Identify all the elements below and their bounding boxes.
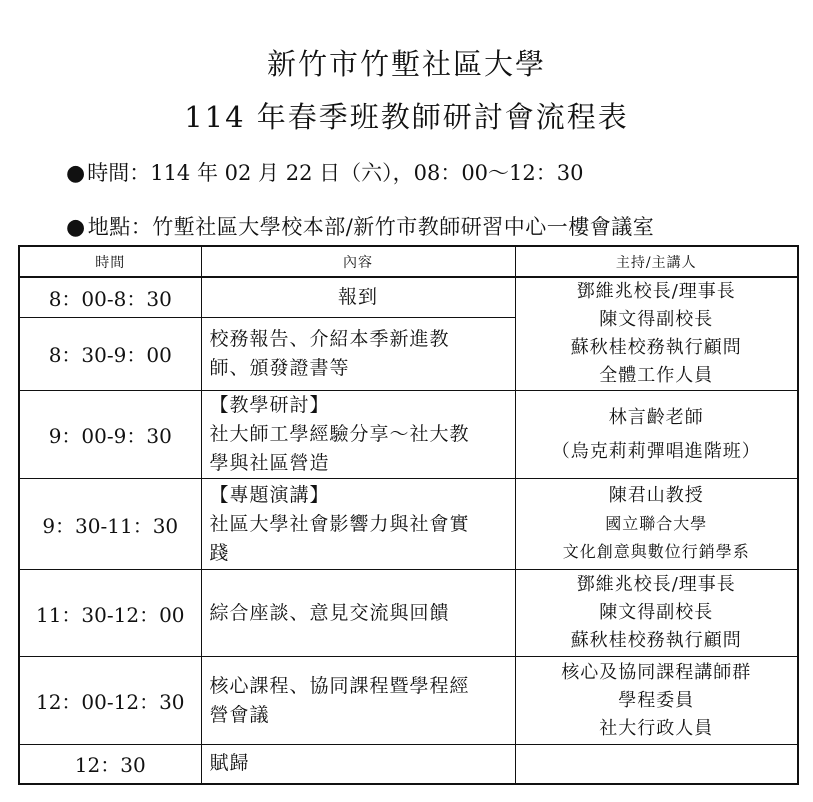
host-line: 鄧維兆校長/理事長 <box>576 574 736 595</box>
row-time: 11：30-12：00 <box>19 570 201 657</box>
row-host <box>515 657 798 745</box>
row-time: 9：30-11：30 <box>19 479 201 570</box>
row-time: 8：00-8：30 <box>19 277 201 317</box>
table-row <box>19 479 798 570</box>
schedule-table <box>18 245 799 785</box>
row-host <box>515 570 798 657</box>
host-line: （烏克莉莉彈唱進階班） <box>551 440 761 462</box>
row-time: 12：30 <box>19 745 201 784</box>
content-line: 踐 <box>209 541 230 564</box>
content-line: 社大師工學經驗分享～社大教 <box>209 423 470 445</box>
row-content <box>201 745 515 784</box>
header-host: 主持/主講人 <box>515 246 798 277</box>
row-content <box>201 657 515 745</box>
row-content <box>201 479 515 570</box>
document-title: 新竹市竹塹社區大學 <box>266 47 546 81</box>
host-line: 學程委員 <box>618 689 695 711</box>
content-line: 報到 <box>337 285 378 308</box>
host-line: 全體工作人員 <box>599 365 714 386</box>
host-line: 國立聯合大學 <box>605 514 708 533</box>
host-line: 蘇秋桂校務執行顧問 <box>570 337 742 358</box>
info-place <box>66 211 654 241</box>
row-content <box>201 277 515 317</box>
table-row <box>19 570 798 657</box>
bullet-icon: ● <box>66 215 86 240</box>
row-host-empty <box>515 745 798 784</box>
row-content <box>201 570 515 657</box>
host-line: 陳文得副校長 <box>599 602 714 623</box>
table-row <box>19 745 798 784</box>
host-line: 陳文得副校長 <box>599 309 714 330</box>
table-row <box>19 657 798 745</box>
row-host <box>515 479 798 570</box>
row-host <box>515 391 798 479</box>
table-row <box>19 391 798 479</box>
content-line: 核心課程、協同課程暨學程經 <box>209 674 470 697</box>
table-row <box>19 277 798 317</box>
content-line: 綜合座談、意見交流與回饋 <box>209 601 450 624</box>
row-content <box>201 391 515 479</box>
host-line: 鄧維兆校長/理事長 <box>576 281 736 302</box>
header-time: 時間 <box>19 246 201 277</box>
table-header-row <box>19 246 798 277</box>
host-line: 社大行政人員 <box>599 717 714 739</box>
content-line: 社區大學社會影響力與社會實 <box>209 512 470 535</box>
row-time: 12：00-12：30 <box>19 657 201 745</box>
row-time: 8：30-9：00 <box>19 317 201 390</box>
host-line: 陳君山教授 <box>608 485 704 506</box>
time-value: 114 年 02 月 22 日（六），08：00～12：30 <box>150 161 584 185</box>
row-host <box>515 277 798 391</box>
row-content <box>201 317 515 390</box>
host-line: 核心及協同課程講師群 <box>561 661 752 683</box>
header-content: 內容 <box>201 246 515 277</box>
info-time <box>66 157 584 187</box>
content-line: 師、頒發證書等 <box>209 356 350 379</box>
content-line: 賦歸 <box>209 752 250 775</box>
content-line: 【專題演講】 <box>209 483 330 506</box>
content-line: 學與社區營造 <box>209 452 330 474</box>
host-line: 文化創意與數位行銷學系 <box>562 542 750 561</box>
time-label: 時間： <box>87 161 151 185</box>
bullet-icon: ● <box>66 161 86 186</box>
host-line: 林言齡老師 <box>608 406 704 428</box>
place-value: 竹塹社區大學校本部/新竹市教師研習中心一樓會議室 <box>152 215 655 239</box>
document-subtitle: 114 年春季班教師研討會流程表 <box>184 100 629 134</box>
row-time: 9：00-9：30 <box>19 391 201 479</box>
content-line: 【教學研討】 <box>209 394 330 416</box>
place-label: 地點： <box>87 215 153 239</box>
host-line: 蘇秋桂校務執行顧問 <box>570 630 742 651</box>
content-line: 校務報告、介紹本季新進教 <box>209 327 450 350</box>
content-line: 營會議 <box>209 703 270 726</box>
